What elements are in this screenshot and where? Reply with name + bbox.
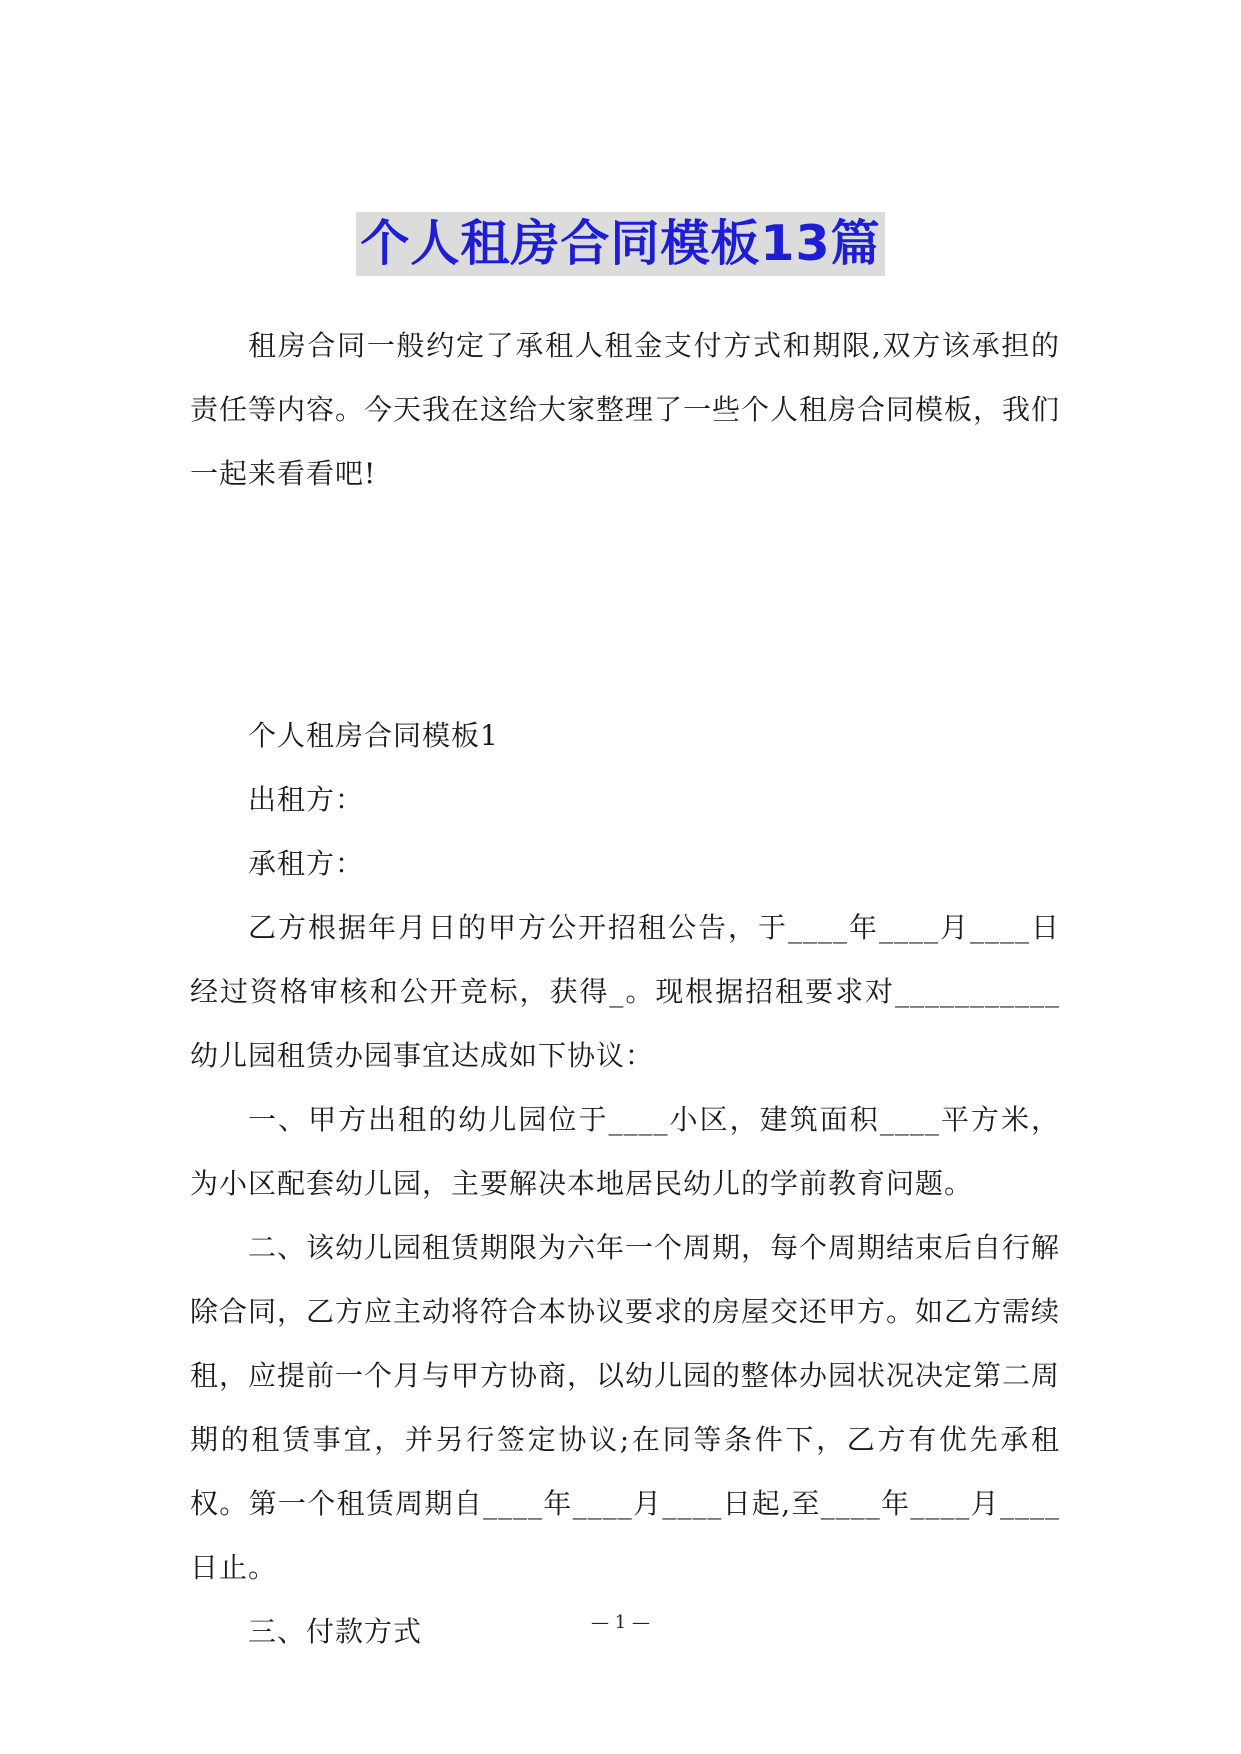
clause-three-heading: 三、付款方式: [248, 1615, 423, 1648]
clause-one: 一、甲方出租的幼儿园位于____小区，建筑面积____平方米，为小区配套幼儿园，主要解决本地居民幼儿的学前教育问题。: [190, 1103, 1060, 1200]
lessee-line: 承租方：: [248, 847, 365, 880]
clause-two: 二、该幼儿园租赁期限为六年一个周期，每个周期结束后自行解除合同，乙方应主动将符合本协议要求的房屋交还甲方。如乙方需续租，应提前一个月与甲方协商，以幼儿园的整体办园状况决定第二周期的租赁事宜，并另行签定协议;在同等条件下，乙方有优先承租权。第一个租赁周期自____年____月____日起,至____年____月____日止。: [190, 1231, 1061, 1584]
lessor-line: 出租方：: [248, 783, 365, 816]
intro-section: [190, 314, 1060, 506]
document-title: 个人租房合同模板13篇: [356, 212, 884, 276]
contract-body: [190, 704, 1060, 1664]
title-container: [0, 212, 1241, 276]
intro-paragraph: 租房合同一般约定了承租人租金支付方式和期限,双方该承担的责任等内容。今天我在这给大家整理了一些个人租房合同模板，我们一起来看看吧!: [190, 329, 1061, 490]
body-paragraph: 乙方根据年月日的甲方公开招租公告，于____年____月____日经过资格审核和公开竞标，获得_。现根据招租要求对___________幼儿园租赁办园事宜达成如下协议：: [190, 911, 1060, 1072]
page-number: — 1 —: [591, 1612, 650, 1633]
section-heading: 个人租房合同模板1: [248, 719, 499, 752]
